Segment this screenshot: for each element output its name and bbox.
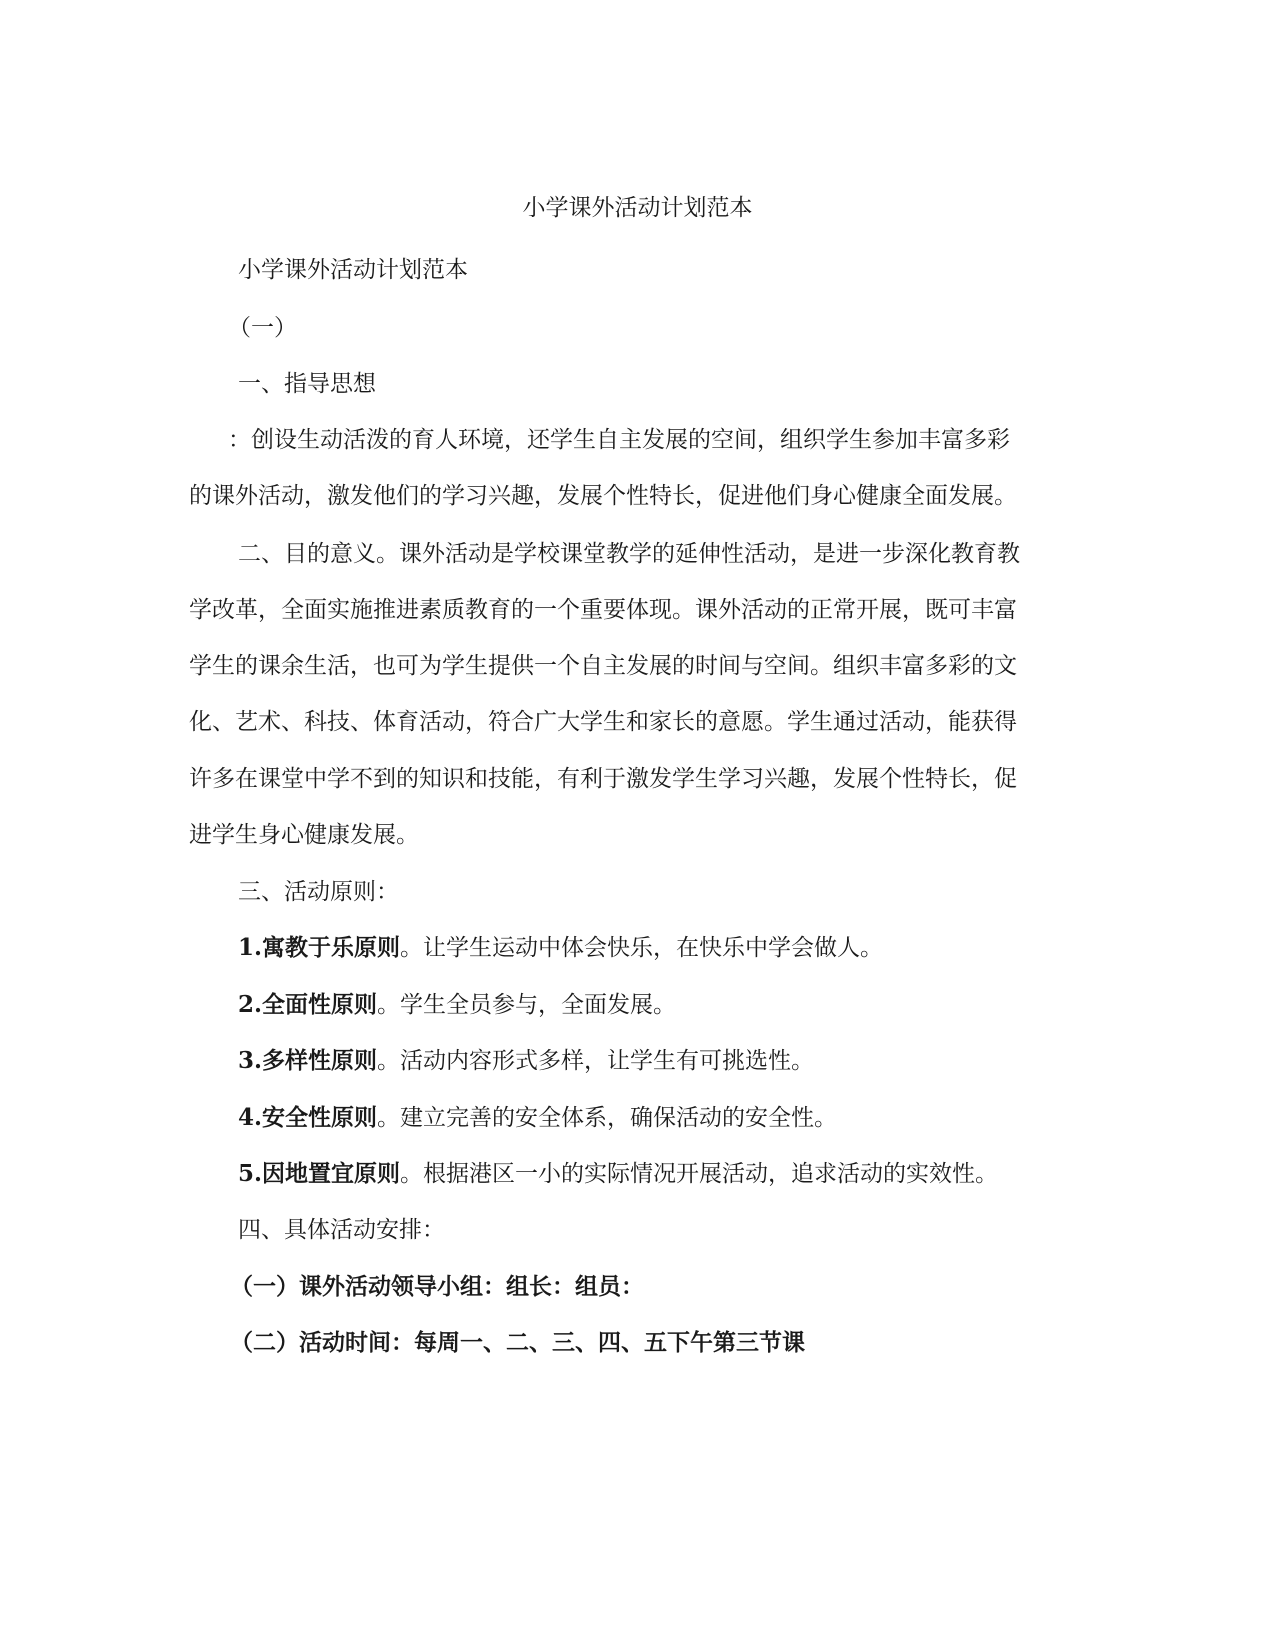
section4-heading: 四、具体活动安排： xyxy=(238,1217,445,1243)
section2-line-5: 许多在课堂中学不到的知识和技能，有利于激发学生学习兴趣，发展个性特长，促 xyxy=(189,766,1017,792)
principle-text: 。根据港区一小的实际情况开展活动，追求活动的实效性。 xyxy=(400,1161,999,1187)
principle-text: 。学生全员参与，全面发展。 xyxy=(377,992,677,1018)
section-marker: （一） xyxy=(228,315,297,341)
section3-heading: 三、活动原则： xyxy=(238,879,399,905)
principle-name: 4.安全性原则 xyxy=(238,1104,378,1131)
principle-name: 2.全面性原则 xyxy=(238,991,378,1018)
document-title: 小学课外活动计划范本 xyxy=(522,195,753,221)
document-subtitle: 小学课外活动计划范本 xyxy=(238,257,468,283)
principle-item xyxy=(238,934,883,962)
principle-text: 。让学生运动中体会快乐，在快乐中学会做人。 xyxy=(400,935,884,961)
section2-line-3: 学生的课余生活，也可为学生提供一个自主发展的时间与空间。组织丰富多彩的文 xyxy=(189,653,1017,679)
section1-line-1: ：创设生动活泼的育人环境，还学生自主发展的空间，组织学生参加丰富多彩 xyxy=(228,427,1010,453)
section1-heading: 一、指导思想 xyxy=(238,371,376,397)
principle-item xyxy=(238,991,676,1019)
principle-text: 。建立完善的安全体系，确保活动的安全性。 xyxy=(377,1105,838,1131)
section2-line-2: 学改革，全面实施推进素质教育的一个重要体现。课外活动的正常开展，既可丰富 xyxy=(189,597,1017,623)
section2-line-6: 进学生身心健康发展。 xyxy=(189,822,419,848)
arrangement-item-1: （一）课外活动领导小组：组长：组员： xyxy=(230,1273,644,1300)
principle-item xyxy=(238,1104,837,1132)
principle-name: 5.因地置宜原则 xyxy=(238,1160,401,1187)
principle-item xyxy=(238,1160,998,1188)
section2-line-1: 二、目的意义。课外活动是学校课堂教学的延伸性活动，是进一步深化教育教 xyxy=(238,541,1020,567)
section2-line-4: 化、艺术、科技、体育活动，符合广大学生和家长的意愿。学生通过活动，能获得 xyxy=(189,709,1017,735)
section1-line-2: 的课外活动，激发他们的学习兴趣，发展个性特长，促进他们身心健康全面发展。 xyxy=(189,483,1017,509)
principle-text: 。活动内容形式多样，让学生有可挑选性。 xyxy=(377,1048,815,1074)
arrangement-item-2: （二）活动时间：每周一、二、三、四、五下午第三节课 xyxy=(230,1329,805,1356)
principle-name: 3.多样性原则 xyxy=(238,1047,378,1074)
principle-name: 1.寓教于乐原则 xyxy=(238,934,401,961)
principle-item xyxy=(238,1047,814,1075)
